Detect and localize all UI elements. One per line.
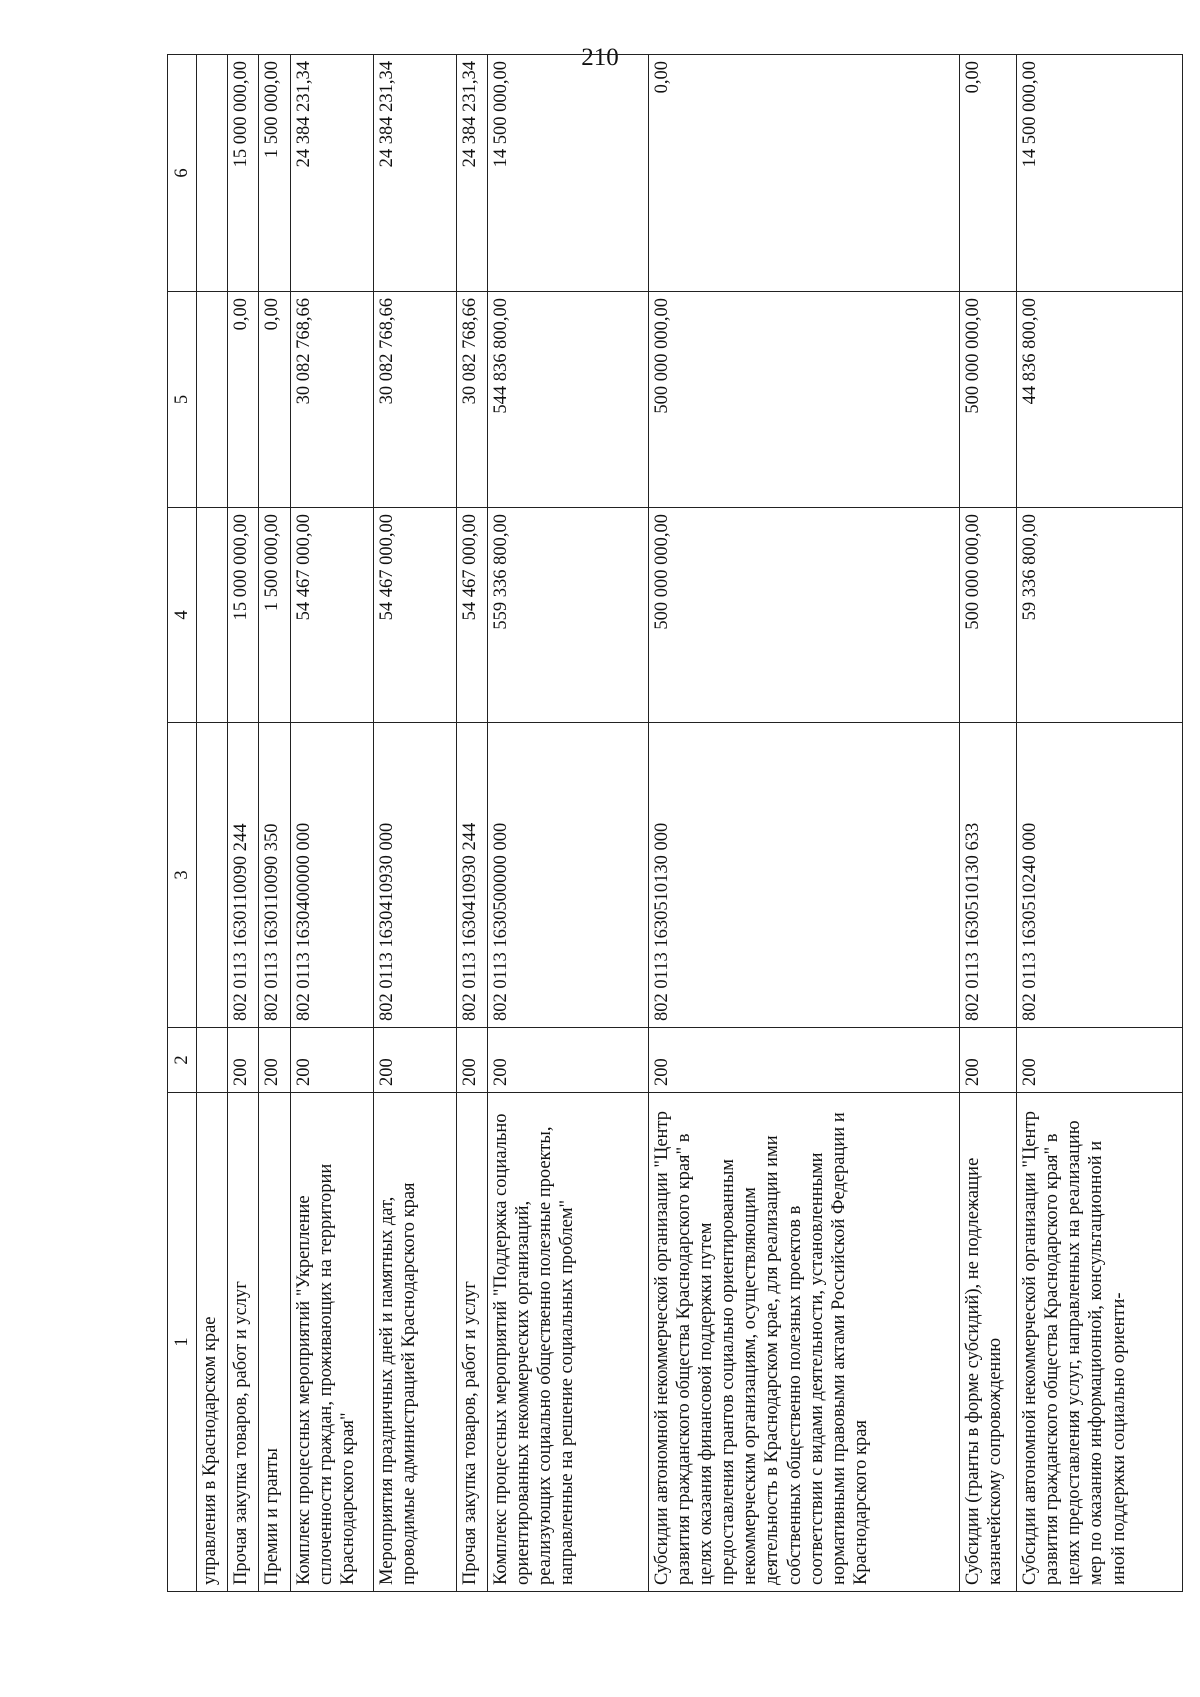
page-number: 210 [581,44,619,71]
column-header-1: 1 [168,1093,197,1592]
row-name-cell: Комплекс процессных мероприятий "Поддержка социально ориентированных некоммерческих организаций, реализующих социально общественно полезные проекты, направленные на решение социальных проблем" [487,1093,648,1592]
table-header-row [168,55,197,1592]
org-code-cell: 200 [373,1028,456,1093]
row-name-cell: Мероприятия праздничных дней и памятных дат, проводимые администрацией Краснодарского края [373,1093,456,1592]
table-row [648,55,959,1592]
spent-amount-cell: 500 000 000,00 [959,292,1016,508]
plan-amount-cell: 559 336 800,00 [487,508,648,723]
plan-amount-cell: 59 336 800,00 [1016,508,1182,723]
table-row [197,55,228,1592]
budget-code-cell: 802 0113 1630400000 000 [290,723,373,1028]
plan-amount-cell: 54 467 000,00 [373,508,456,723]
table-row [228,55,259,1592]
remainder-amount-cell [197,55,228,292]
org-code-cell: 200 [228,1028,259,1093]
budget-code-cell: 802 0113 1630110090 350 [259,723,290,1028]
spent-amount-cell: 30 082 768,66 [290,292,373,508]
spent-amount-cell: 500 000 000,00 [648,292,959,508]
row-name-cell: Премии и гранты [259,1093,290,1592]
column-header-2: 2 [168,1028,197,1093]
row-name-cell: Прочая закупка товаров, работ и услуг [228,1093,259,1592]
column-header-6: 6 [168,55,197,292]
budget-code-cell: 802 0113 1630410930 244 [456,723,487,1028]
table-row [373,55,456,1592]
remainder-amount-cell: 24 384 231,34 [373,55,456,292]
table-row [290,55,373,1592]
remainder-amount-cell: 0,00 [959,55,1016,292]
org-code-cell: 200 [456,1028,487,1093]
budget-code-cell: 802 0113 1630510130 633 [959,723,1016,1028]
row-name-cell: Прочая закупка товаров, работ и услуг [456,1093,487,1592]
plan-amount-cell: 500 000 000,00 [959,508,1016,723]
budget-code-cell [197,723,228,1028]
org-code-cell: 200 [648,1028,959,1093]
org-code-cell: 200 [487,1028,648,1093]
budget-code-cell: 802 0113 1630510240 000 [1016,723,1182,1028]
table-row [959,55,1016,1592]
row-name-cell: Субсидии автономной некоммерческой организации "Центр развития гражданского общества Краснодарского края" в целях предоставления услуг, направленных на реализацию мер по оказанию информационной, консультационной и иной поддержки социально ориенти- [1016,1093,1182,1592]
budget-code-cell: 802 0113 1630410930 000 [373,723,456,1028]
plan-amount-cell: 500 000 000,00 [648,508,959,723]
table-row [259,55,290,1592]
column-header-3: 3 [168,723,197,1028]
table-row [456,55,487,1592]
budget-code-cell: 802 0113 1630110090 244 [228,723,259,1028]
column-header-5: 5 [168,292,197,508]
org-code-cell: 200 [959,1028,1016,1093]
plan-amount-cell: 15 000 000,00 [228,508,259,723]
spent-amount-cell: 0,00 [259,292,290,508]
org-code-cell: 200 [259,1028,290,1093]
table-row [487,55,648,1592]
plan-amount-cell [197,508,228,723]
spent-amount-cell: 30 082 768,66 [373,292,456,508]
spent-amount-cell [197,292,228,508]
org-code-cell: 200 [1016,1028,1182,1093]
spent-amount-cell: 0,00 [228,292,259,508]
org-code-cell [197,1028,228,1093]
row-name-cell: Субсидии автономной некоммерческой организации "Центр развития гражданского общества Краснодарского края" в целях оказания финансовой поддержки путем предоставления грантов социально ориентированным некоммерческим организациям, осуществляющим деятельность в Краснодарском крае, для реализации ими собственных общественно полезных проектов в соответствии с видами деятельности, установленными нормативными правовыми актами Российской Федерации и Краснодарского края [648,1093,959,1592]
remainder-amount-cell: 15 000 000,00 [228,55,259,292]
budget-table [167,54,1183,1592]
row-name-cell: Комплекс процессных мероприятий "Укрепление сплоченности граждан, проживающих на территории Краснодарского края" [290,1093,373,1592]
table-frame [167,61,1183,1592]
plan-amount-cell: 1 500 000,00 [259,508,290,723]
column-header-4: 4 [168,508,197,723]
remainder-amount-cell: 24 384 231,34 [456,55,487,292]
table-row [1016,55,1182,1592]
remainder-amount-cell: 14 500 000,00 [1016,55,1182,292]
remainder-amount-cell: 0,00 [648,55,959,292]
plan-amount-cell: 54 467 000,00 [456,508,487,723]
org-code-cell: 200 [290,1028,373,1093]
spent-amount-cell: 44 836 800,00 [1016,292,1182,508]
plan-amount-cell: 54 467 000,00 [290,508,373,723]
row-name-cell: управления в Краснодарском крае [197,1093,228,1592]
spent-amount-cell: 30 082 768,66 [456,292,487,508]
budget-code-cell: 802 0113 1630510130 000 [648,723,959,1028]
spent-amount-cell: 544 836 800,00 [487,292,648,508]
row-name-cell: Субсидии (гранты в форме субсидий), не подлежащие казначейскому сопровождению [959,1093,1016,1592]
remainder-amount-cell: 1 500 000,00 [259,55,290,292]
remainder-amount-cell: 14 500 000,00 [487,55,648,292]
budget-code-cell: 802 0113 1630500000 000 [487,723,648,1028]
remainder-amount-cell: 24 384 231,34 [290,55,373,292]
